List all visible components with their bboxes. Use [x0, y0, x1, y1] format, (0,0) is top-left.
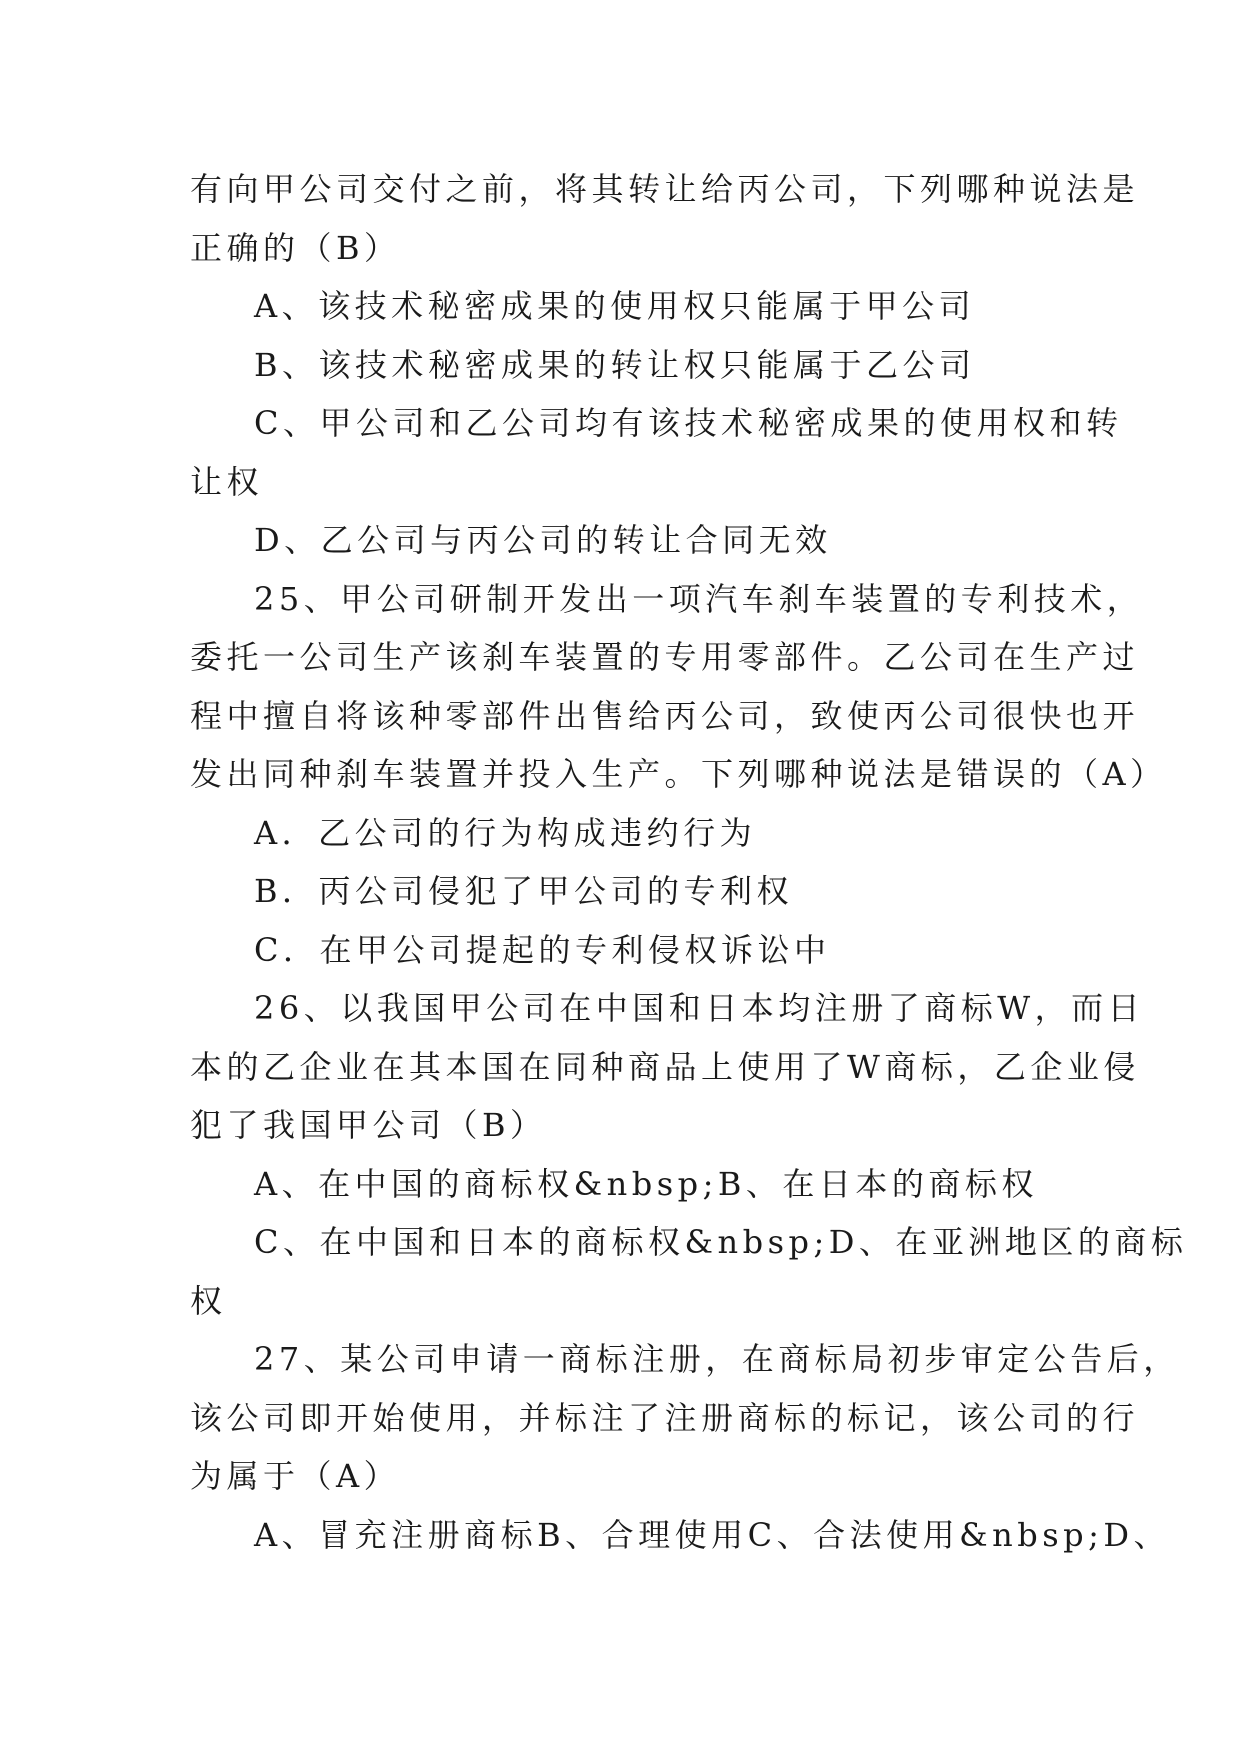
- option-line: A、该技术秘密成果的使用权只能属于甲公司: [254, 287, 976, 325]
- option-line: A．乙公司的行为构成违约行为: [254, 813, 757, 852]
- text-line: 为属于（A）: [190, 1457, 401, 1495]
- text-line: 该公司即开始使用，并标注了注册商标的标记，该公司的行: [190, 1398, 1140, 1437]
- text-line: 委托一公司生产该刹车装置的专用零部件。乙公司在生产过: [190, 638, 1140, 676]
- text-line: 有向甲公司交付之前，将其转让给丙公司，下列哪种说法是: [190, 170, 1140, 208]
- question-line: 25、甲公司研制开发出一项汽车刹车装置的专利技术，: [254, 579, 1144, 618]
- option-line: D、乙公司与丙公司的转让合同无效: [254, 521, 832, 559]
- option-line: C、在中国和日本的商标权&nbsp;D、在亚洲地区的商标: [254, 1223, 1188, 1261]
- option-line: C、甲公司和乙公司均有该技术秘密成果的使用权和转: [254, 404, 1123, 442]
- text-line: 权: [190, 1281, 227, 1320]
- question-line: 27、某公司申请一商标注册，在商标局初步审定公告后，: [254, 1340, 1180, 1378]
- text-line: 本的乙企业在其本国在同种商品上使用了W商标，乙企业侵: [190, 1047, 1140, 1086]
- option-line: A、冒充注册商标B、合理使用C、合法使用&nbsp;D、: [254, 1515, 1171, 1554]
- text-line: 犯了我国甲公司（B）: [190, 1106, 547, 1144]
- option-line: A、在中国的商标权&nbsp;B、在日本的商标权: [254, 1164, 1038, 1203]
- question-line: 26、以我国甲公司在中国和日本均注册了商标W，而日: [254, 989, 1145, 1027]
- text-line: 程中擅自将该种零部件出售给丙公司，致使丙公司很快也开: [190, 696, 1140, 735]
- option-line: C．在甲公司提起的专利侵权诉讼中: [254, 930, 831, 969]
- text-line: 正确的（B）: [190, 228, 401, 267]
- option-line: B、该技术秘密成果的转让权只能属于乙公司: [254, 345, 976, 384]
- text-line: 发出同种刹车装置并投入生产。下列哪种说法是错误的（A）: [190, 755, 1167, 793]
- option-line: B．丙公司侵犯了甲公司的专利权: [254, 872, 794, 910]
- document-body: [190, 160, 1188, 1564]
- text-line: 让权: [190, 462, 264, 501]
